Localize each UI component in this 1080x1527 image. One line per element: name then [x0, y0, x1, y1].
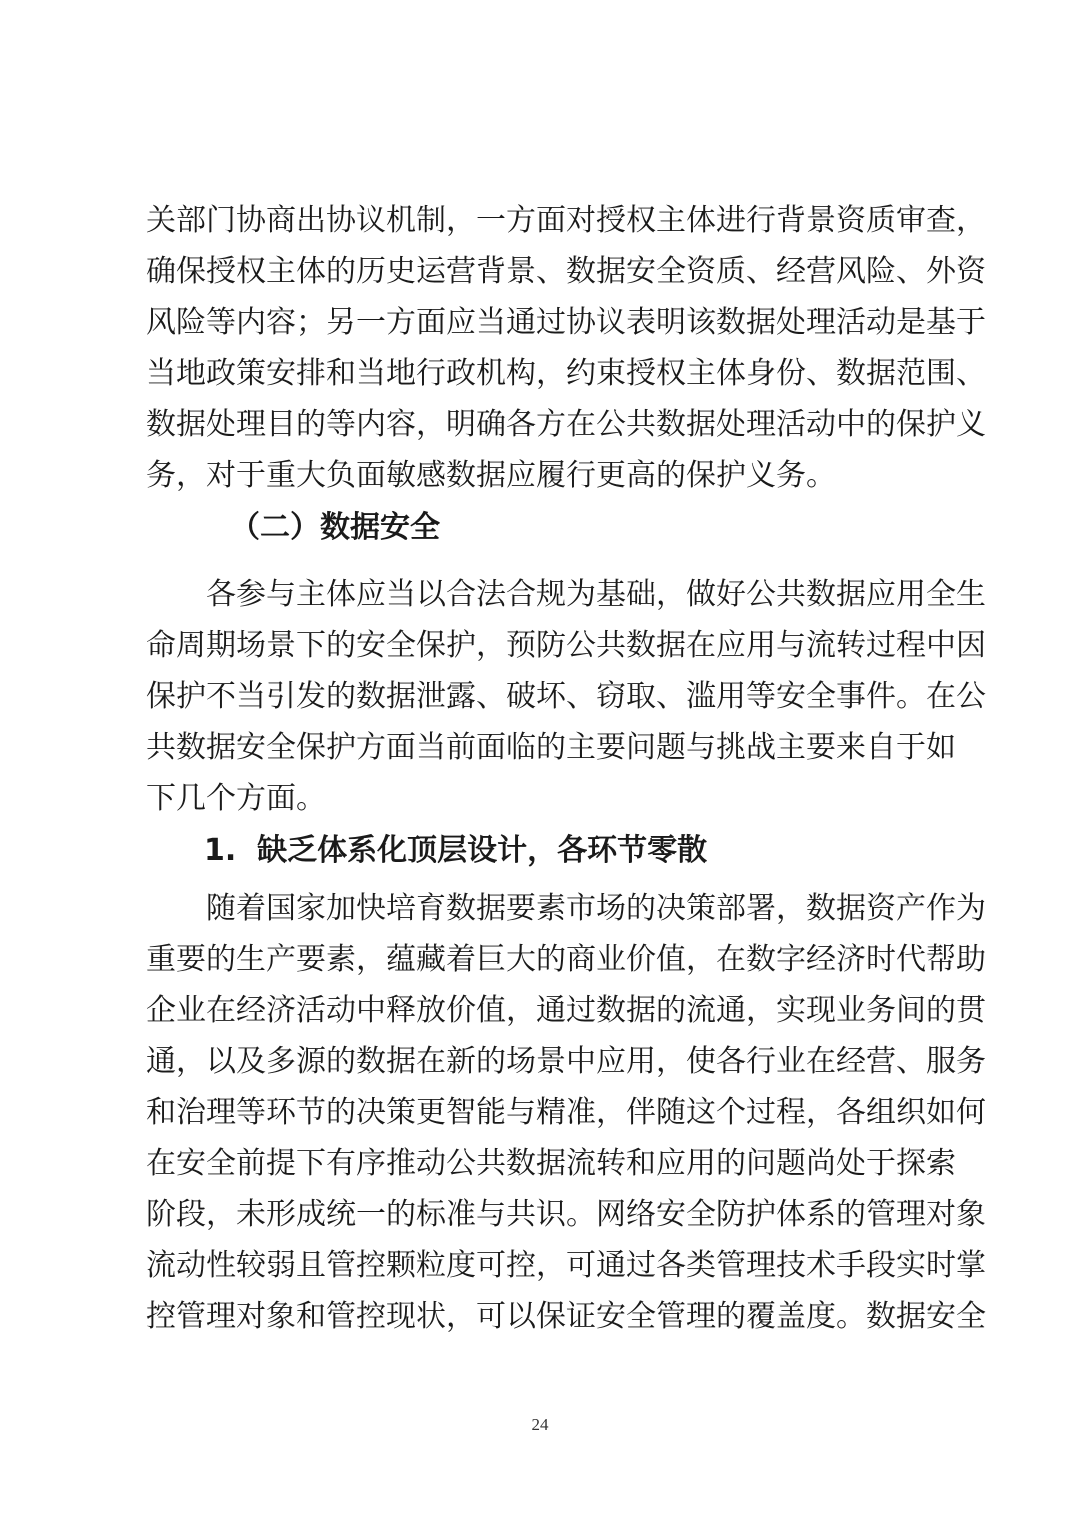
text-line: 数据处理目的等内容，明确各方在公共数据处理活动中的保护义 — [146, 407, 986, 442]
section-heading: （二）数据安全 — [230, 510, 440, 545]
text-line: 随着国家加快培育数据要素市场的决策部署，数据资产作为 — [206, 891, 986, 926]
text-line: 共数据安全保护方面当前面临的主要问题与挑战主要来自于如 — [146, 730, 956, 765]
page-number: 24 — [531, 1415, 549, 1434]
text-line: 关部门协商出协议机制，一方面对授权主体进行背景资质审查， — [146, 203, 986, 238]
text-line: 下几个方面。 — [146, 781, 326, 816]
text-line: 通，以及多源的数据在新的场景中应用，使各行业在经营、服务 — [146, 1044, 986, 1079]
subsection-heading: 1. 缺乏体系化顶层设计，各环节零散 — [204, 833, 708, 868]
text-line: 当地政策安排和当地行政机构，约束授权主体身份、数据范围、 — [146, 356, 986, 391]
text-line: 重要的生产要素，蕴藏着巨大的商业价值，在数字经济时代帮助 — [146, 942, 986, 977]
text-line: 确保授权主体的历史运营背景、数据安全资质、经营风险、外资 — [146, 254, 986, 289]
text-line: 企业在经济活动中释放价值，通过数据的流通，实现业务间的贯 — [146, 993, 986, 1028]
text-line: 在安全前提下有序推动公共数据流转和应用的问题尚处于探索 — [146, 1146, 956, 1181]
text-line: 流动性较弱且管控颗粒度可控，可通过各类管理技术手段实时掌 — [146, 1248, 986, 1283]
text-line: 各参与主体应当以合法合规为基础，做好公共数据应用全生 — [206, 577, 986, 612]
text-line: 命周期场景下的安全保护，预防公共数据在应用与流转过程中因 — [146, 628, 986, 663]
text-line: 务，对于重大负面敏感数据应履行更高的保护义务。 — [146, 458, 836, 493]
text-line: 保护不当引发的数据泄露、破坏、窃取、滥用等安全事件。在公 — [146, 679, 986, 714]
text-line: 阶段，未形成统一的标准与共识。网络安全防护体系的管理对象 — [146, 1197, 986, 1232]
text-line: 和治理等环节的决策更智能与精准，伴随这个过程，各组织如何 — [146, 1095, 986, 1130]
text-line: 风险等内容；另一方面应当通过协议表明该数据处理活动是基于 — [146, 305, 986, 340]
text-line: 控管理对象和管控现状，可以保证安全管理的覆盖度。数据安全 — [146, 1299, 986, 1334]
